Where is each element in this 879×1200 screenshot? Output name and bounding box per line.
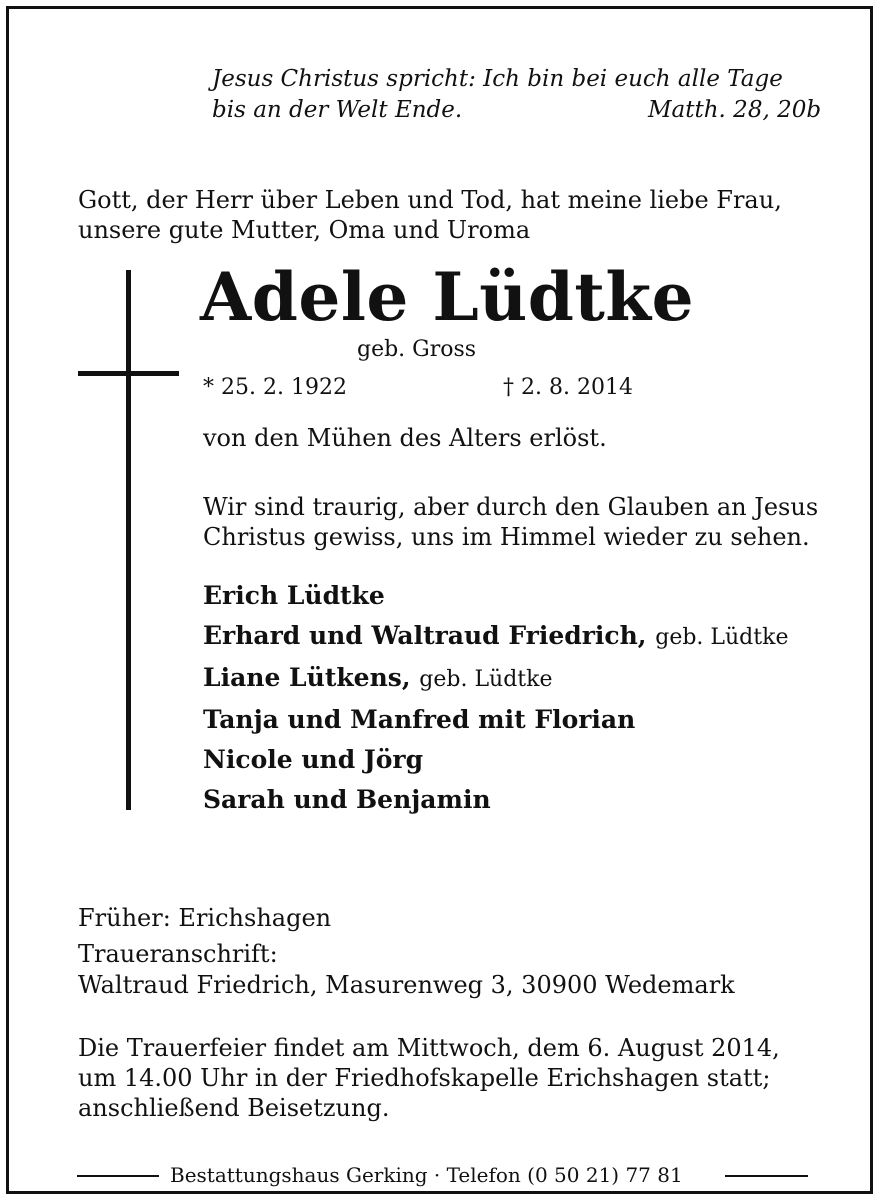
ceremony-line-3: anschließend Beisetzung. xyxy=(78,1094,390,1122)
mourner-row xyxy=(203,700,788,740)
mourner-row xyxy=(203,576,788,616)
ceremony-line-1: Die Trauerfeier findet am Mittwoch, dem 6. August 2014, xyxy=(78,1034,780,1062)
address-label: Traueranschrift: xyxy=(78,940,278,968)
mourners-list xyxy=(203,576,788,820)
mourner-name: Sarah und Benjamin xyxy=(203,785,491,814)
released-text: von den Mühen des Alters erlöst. xyxy=(203,424,607,452)
ceremony-line-2: um 14.00 Uhr in der Friedhofskapelle Erichshagen statt; xyxy=(78,1064,771,1092)
intro-line-2: unsere gute Mutter, Oma und Uroma xyxy=(78,216,531,244)
mourner-suffix: geb. Lüdtke xyxy=(655,625,789,650)
verse-line-2: bis an der Welt Ende. xyxy=(212,97,463,123)
verse-line-1: Jesus Christus spricht: Ich bin bei euch alle Tage xyxy=(212,66,783,92)
mourner-name: Nicole und Jörg xyxy=(203,745,424,774)
cross-icon-bar xyxy=(78,371,179,376)
footer-rule-right xyxy=(725,1175,808,1177)
formerly-text: Früher: Erichshagen xyxy=(78,904,332,932)
mourner-suffix: geb. Lüdtke xyxy=(419,667,553,692)
faith-line-1: Wir sind traurig, aber durch den Glauben an Jesus xyxy=(203,493,819,521)
cross-icon xyxy=(126,270,131,810)
verse-reference: Matth. 28, 20b xyxy=(648,97,822,123)
faith-line-2: Christus gewiss, uns im Himmel wieder zu sehen. xyxy=(203,523,810,551)
mourner-name: Liane Lütkens, xyxy=(203,663,411,692)
intro-line-1: Gott, der Herr über Leben und Tod, hat meine liebe Frau, xyxy=(78,186,782,214)
funeral-home-footer: Bestattungshaus Gerking · Telefon (0 50 21) 77 81 xyxy=(170,1163,683,1187)
mourner-row xyxy=(203,740,788,780)
maiden-name: geb. Gross xyxy=(357,337,477,362)
mourner-row xyxy=(203,780,788,820)
deceased-name: Adele Lüdtke xyxy=(200,258,695,336)
mourner-name: Erhard und Waltraud Friedrich, xyxy=(203,621,647,650)
death-date: † 2. 8. 2014 xyxy=(503,375,633,400)
mourner-row xyxy=(203,658,788,700)
mourner-row xyxy=(203,616,788,658)
birth-date: * 25. 2. 1922 xyxy=(203,375,347,400)
mourner-name: Tanja und Manfred mit Florian xyxy=(203,705,636,734)
address-value: Waltraud Friedrich, Masurenweg 3, 30900 Wedemark xyxy=(78,971,735,999)
footer-rule-left xyxy=(77,1175,159,1177)
mourner-name: Erich Lüdtke xyxy=(203,581,385,610)
